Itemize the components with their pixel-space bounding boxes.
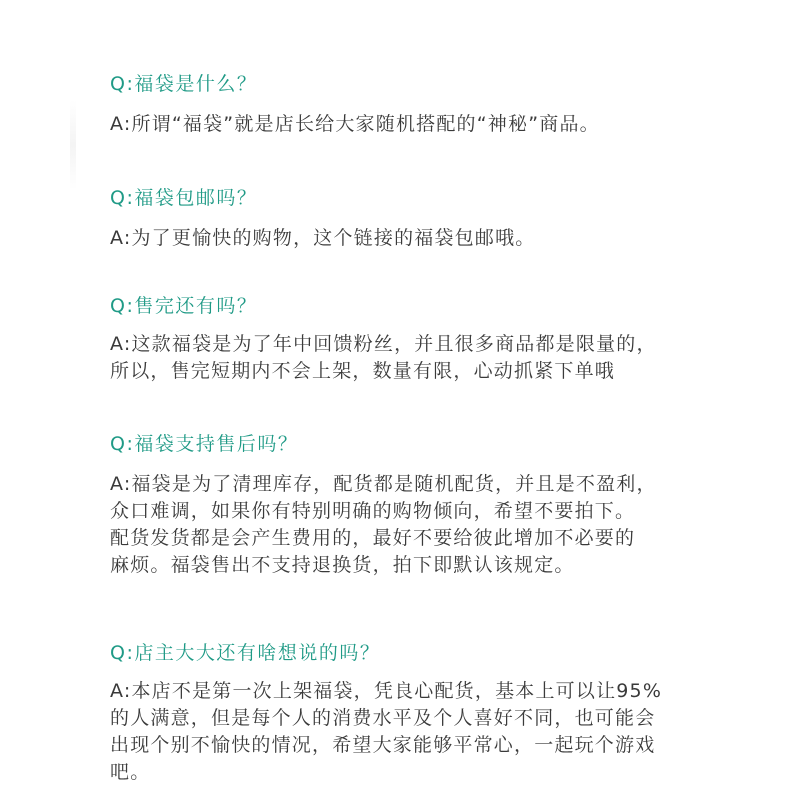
faq-answer-4 bbox=[110, 471, 710, 579]
answer-line: 所以，售完短期内不会上架，数量有限，心动抓紧下单哦 bbox=[110, 360, 616, 382]
answer-line: 众口难调，如果你有特别明确的购物倾向，希望不要拍下。 bbox=[110, 500, 636, 522]
faq-answer-2 bbox=[110, 225, 710, 252]
faq-question-5: Q:店主大大还有啥想说的吗？ bbox=[110, 642, 381, 664]
answer-line: A:为了更愉快的购物，这个链接的福袋包邮哦。 bbox=[110, 227, 536, 249]
faq-answer-5 bbox=[110, 678, 710, 786]
answer-line: 出现个别不愉快的情况，希望大家能够平常心，一起玩个游戏 bbox=[110, 734, 656, 756]
faq-question-3: Q:售完还有吗？ bbox=[110, 295, 258, 317]
answer-line: A:福袋是为了清理库存，配货都是随机配货，并且是不盈利， bbox=[110, 473, 657, 495]
faq-question-2: Q:福袋包邮吗？ bbox=[110, 187, 258, 209]
answer-line: A:这款福袋是为了年中回馈粉丝，并且很多商品都是限量的， bbox=[110, 333, 657, 355]
answer-line: 吧。 bbox=[110, 761, 151, 783]
answer-line: 配货发货都是会产生费用的，最好不要给彼此增加不必要的 bbox=[110, 527, 636, 549]
faq-answer-3 bbox=[110, 331, 710, 385]
answer-line: A:所谓“福袋”就是店长给大家随机搭配的“神秘”商品。 bbox=[110, 113, 600, 135]
faq-question-4: Q:福袋支持售后吗？ bbox=[110, 433, 299, 455]
faq-answer-1 bbox=[110, 111, 710, 138]
answer-line: 麻烦。福袋售出不支持退换货，拍下即默认该规定。 bbox=[110, 554, 575, 576]
answer-line: 的人满意，但是每个人的消费水平及个人喜好不同，也可能会 bbox=[110, 707, 656, 729]
faq-question-1: Q:福袋是什么？ bbox=[110, 73, 258, 95]
answer-line: A:本店不是第一次上架福袋，凭良心配货，基本上可以让95% bbox=[110, 680, 663, 702]
decorative-edge-shadow bbox=[70, 100, 76, 190]
